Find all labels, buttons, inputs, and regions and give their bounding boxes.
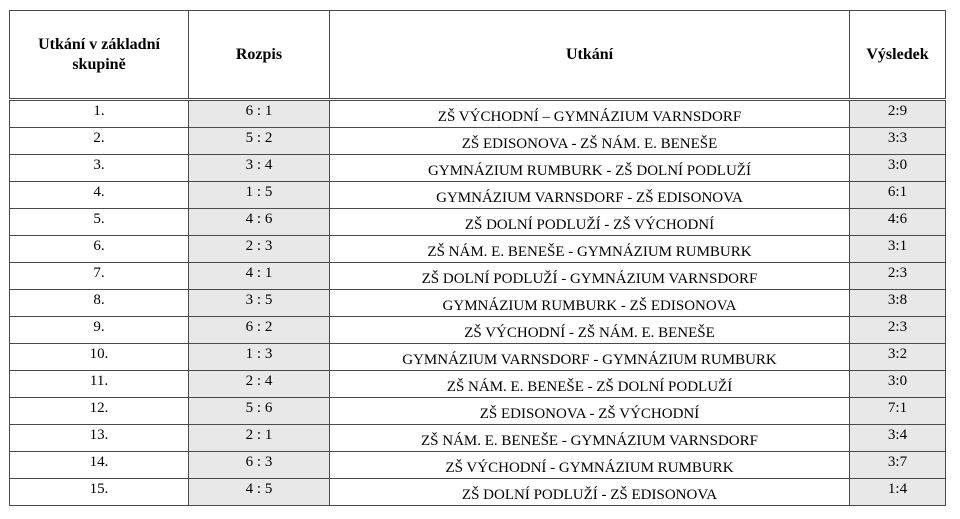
table-row [10,452,946,479]
schedule-cell: 3 : 5 [189,290,330,317]
match-number-cell: 1. [10,100,189,128]
schedule-cell: 6 : 1 [189,100,330,128]
table-row [10,290,946,317]
table-row [10,100,946,128]
header-result: Výsledek [850,11,946,100]
table-row [10,128,946,155]
schedule-cell: 5 : 6 [189,398,330,425]
match-cell: ZŠ VÝCHODNÍ – GYMNÁZIUM VARNSDORF [330,100,850,128]
match-cell: GYMNÁZIUM VARNSDORF - GYMNÁZIUM RUMBURK [330,344,850,371]
results-table [9,10,946,506]
match-number-cell: 15. [10,479,189,506]
result-cell: 3:4 [850,425,946,452]
schedule-cell: 4 : 5 [189,479,330,506]
result-cell: 3:8 [850,290,946,317]
header-group-match: Utkání v základní skupině [10,11,189,100]
table-row [10,155,946,182]
match-cell: GYMNÁZIUM RUMBURK - ZŠ DOLNÍ PODLUŽÍ [330,155,850,182]
schedule-cell: 1 : 5 [189,182,330,209]
result-cell: 3:2 [850,344,946,371]
match-number-cell: 10. [10,344,189,371]
match-number-cell: 2. [10,128,189,155]
match-number-cell: 14. [10,452,189,479]
result-cell: 6:1 [850,182,946,209]
match-cell: ZŠ DOLNÍ PODLUŽÍ - GYMNÁZIUM VARNSDORF [330,263,850,290]
match-cell: ZŠ DOLNÍ PODLUŽÍ - ZŠ VÝCHODNÍ [330,209,850,236]
table-row [10,344,946,371]
header-match: Utkání [330,11,850,100]
match-cell: ZŠ EDISONOVA - ZŠ NÁM. E. BENEŠE [330,128,850,155]
match-number-cell: 7. [10,263,189,290]
match-cell: ZŠ VÝCHODNÍ - ZŠ NÁM. E. BENEŠE [330,317,850,344]
match-number-cell: 4. [10,182,189,209]
match-number-cell: 5. [10,209,189,236]
result-cell: 1:4 [850,479,946,506]
schedule-cell: 6 : 2 [189,317,330,344]
table-row [10,479,946,506]
schedule-cell: 3 : 4 [189,155,330,182]
result-cell: 4:6 [850,209,946,236]
match-cell: ZŠ DOLNÍ PODLUŽÍ - ZŠ EDISONOVA [330,479,850,506]
table-row [10,398,946,425]
match-number-cell: 9. [10,317,189,344]
match-number-cell: 13. [10,425,189,452]
match-number-cell: 8. [10,290,189,317]
result-cell: 3:3 [850,128,946,155]
schedule-cell: 1 : 3 [189,344,330,371]
schedule-cell: 2 : 3 [189,236,330,263]
match-cell: GYMNÁZIUM VARNSDORF - ZŠ EDISONOVA [330,182,850,209]
table-row [10,236,946,263]
match-cell: ZŠ NÁM. E. BENEŠE - ZŠ DOLNÍ PODLUŽÍ [330,371,850,398]
result-cell: 3:1 [850,236,946,263]
schedule-cell: 4 : 6 [189,209,330,236]
result-cell: 3:0 [850,371,946,398]
result-cell: 2:3 [850,317,946,344]
match-cell: ZŠ NÁM. E. BENEŠE - GYMNÁZIUM VARNSDORF [330,425,850,452]
schedule-cell: 6 : 3 [189,452,330,479]
result-cell: 7:1 [850,398,946,425]
result-cell: 2:3 [850,263,946,290]
match-number-cell: 6. [10,236,189,263]
match-number-cell: 11. [10,371,189,398]
result-cell: 3:7 [850,452,946,479]
table-row [10,182,946,209]
table-row [10,371,946,398]
result-cell: 2:9 [850,100,946,128]
table-row [10,209,946,236]
match-number-cell: 12. [10,398,189,425]
match-number-cell: 3. [10,155,189,182]
match-cell: GYMNÁZIUM RUMBURK - ZŠ EDISONOVA [330,290,850,317]
table-row [10,317,946,344]
header-schedule: Rozpis [189,11,330,100]
table-header [10,11,946,100]
table-row [10,263,946,290]
match-cell: ZŠ NÁM. E. BENEŠE - GYMNÁZIUM RUMBURK [330,236,850,263]
result-cell: 3:0 [850,155,946,182]
schedule-cell: 4 : 1 [189,263,330,290]
match-cell: ZŠ VÝCHODNÍ - GYMNÁZIUM RUMBURK [330,452,850,479]
match-cell: ZŠ EDISONOVA - ZŠ VÝCHODNÍ [330,398,850,425]
schedule-cell: 2 : 4 [189,371,330,398]
table-row [10,425,946,452]
schedule-cell: 2 : 1 [189,425,330,452]
schedule-cell: 5 : 2 [189,128,330,155]
table-body [10,100,946,506]
